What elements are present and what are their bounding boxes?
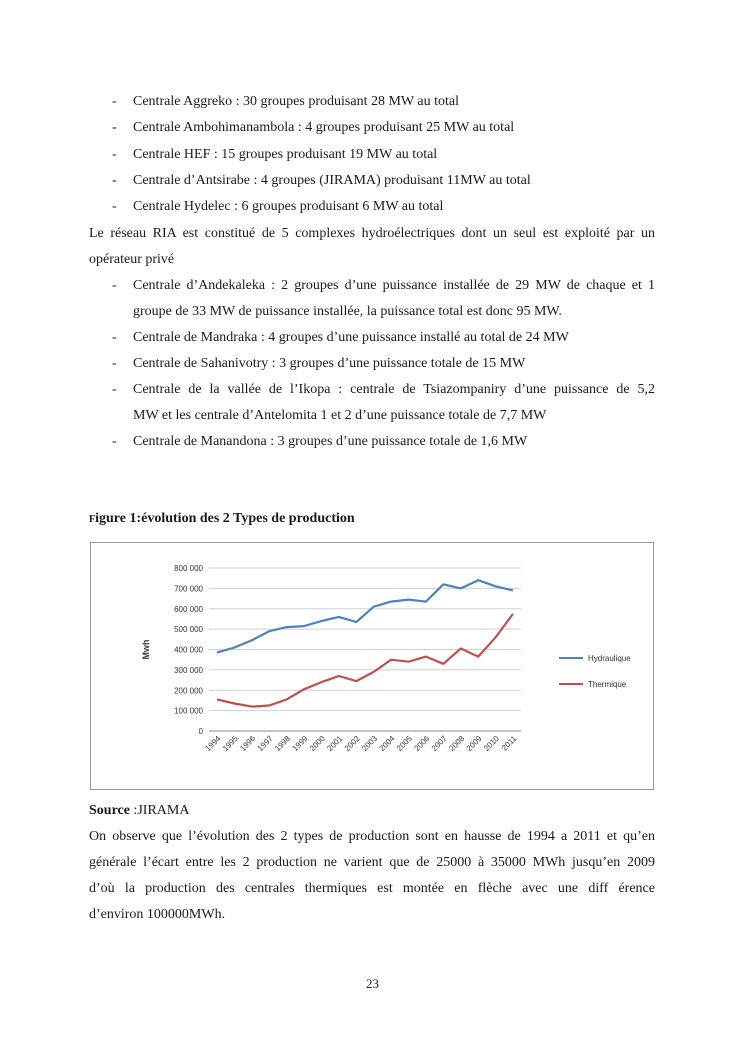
bullet-aggreko: Centrale Aggreko : 30 groupes produisant 28 MW au total [133,94,459,109]
bullet-dash: - [112,330,117,345]
series-line-thermique [217,614,513,707]
figure-title-text: igure 1:évolution des 2 Types de production [95,511,355,526]
bullet-antsirabe: Centrale d’Antsirabe : 4 groupes (JIRAMA) produisant 11MW au total [133,173,531,188]
y-tick-label: 700 000 [174,584,203,594]
bullet-hef: Centrale HEF : 15 groupes produisant 19 MW au total [133,147,438,162]
bullet-mandraka: Centrale de Mandraka : 4 groupes d’une puissance installé au total de 24 MW [133,330,569,345]
legend-label-hydraulique: Hydraulique [588,654,631,663]
conclusion-line-1: On observe que l’évolution des 2 types de production sont en hausse de 1994 a 2011 et qu’en [89,829,655,844]
y-tick-label: 500 000 [174,625,203,635]
bullet-ikopa-line-2: MW et les centrale d’Antelomita 1 et 2 d’une puissance totale de 7,7 MW [133,408,547,423]
x-tick-label: 2009 [464,734,484,753]
y-tick-label: 300 000 [174,665,203,675]
x-tick-label: 2010 [482,734,502,753]
bullet-ambohimanambola: Centrale Ambohimanambola : 4 groupes produisant 25 MW au total [133,120,515,135]
conclusion-line-4: d’environ 100000MWh. [89,907,226,922]
bullet-dash: - [112,382,117,397]
bullet-dash: - [112,147,117,162]
x-tick-label: 2005 [394,734,414,753]
x-tick-label: 1997 [255,734,275,753]
ria-intro-line-1: Le réseau RIA est constitué de 5 complexes hydroélectriques dont un seul est exploité par un [89,226,655,241]
ria-intro-line-2: opérateur privé [89,252,175,267]
bullet-dash: - [112,278,117,293]
y-axis-title: Mwh [141,639,151,660]
chart-svg [91,543,653,789]
x-tick-label: 2011 [499,734,519,753]
source-text: :JIRAMA [129,803,190,818]
bullet-hydelec: Centrale Hydelec : 6 groupes produisant 6 MW au total [133,199,444,214]
bullet-dash: - [112,199,117,214]
page-number: 23 [366,976,379,991]
x-tick-label: 2006 [412,734,432,753]
production-chart [90,542,654,790]
bullet-dash: - [112,120,117,135]
x-tick-label: 1999 [290,734,310,753]
x-tick-label: 2000 [307,734,327,753]
y-tick-label: 800 000 [174,564,203,573]
x-tick-label: 2007 [429,734,449,753]
x-tick-label: 1994 [203,734,223,753]
x-tick-label: 2008 [447,734,467,753]
conclusion-line-3: d’où la production des centrales thermiques est montée en flèche avec une diff érence [89,881,655,896]
bullet-dash: - [112,94,117,109]
bullet-ikopa-line-1: Centrale de la vallée de l’Ikopa : centrale de Tsiazompaniry d’une puissance de 5,2 [133,382,655,397]
conclusion-line-2: générale l’écart entre les 2 production ne varient que de 25000 à 35000 MWh jusqu’en 2009 [89,855,655,870]
y-tick-label: 100 000 [174,706,203,716]
legend-label-thermique: Thermique [588,680,627,689]
figure-title [89,510,355,529]
x-tick-label: 1998 [273,734,293,753]
bullet-sahanivotry: Centrale de Sahanivotry : 3 groupes d’une puissance totale de 15 MW [133,356,526,371]
bullet-dash: - [112,356,117,371]
x-tick-label: 1995 [220,734,240,753]
y-tick-label: 600 000 [174,604,203,614]
series-line-hydraulique [217,580,513,652]
source-label: Source [89,803,130,818]
x-tick-label: 2001 [325,734,345,753]
x-tick-label: 2004 [377,734,397,753]
y-tick-label: 0 [198,727,203,736]
figure-title-initial: F [89,514,96,525]
x-tick-label: 2002 [342,734,362,753]
y-tick-label: 200 000 [174,686,203,696]
y-tick-label: 400 000 [174,645,203,655]
bullet-andekaleka-line-2: groupe de 33 MW de puissance installée, la puissance total est donc 95 MW. [133,304,562,319]
bullet-dash: - [112,434,117,449]
source-line [89,802,189,820]
bullet-manandona: Centrale de Manandona : 3 groupes d’une puissance totale de 1,6 MW [133,434,528,449]
x-tick-label: 1996 [238,734,258,753]
bullet-dash: - [112,173,117,188]
x-tick-label: 2003 [360,734,380,753]
bullet-andekaleka-line-1: Centrale d’Andekaleka : 2 groupes d’une puissance installée de 29 MW de chaque et 1 [133,278,655,293]
